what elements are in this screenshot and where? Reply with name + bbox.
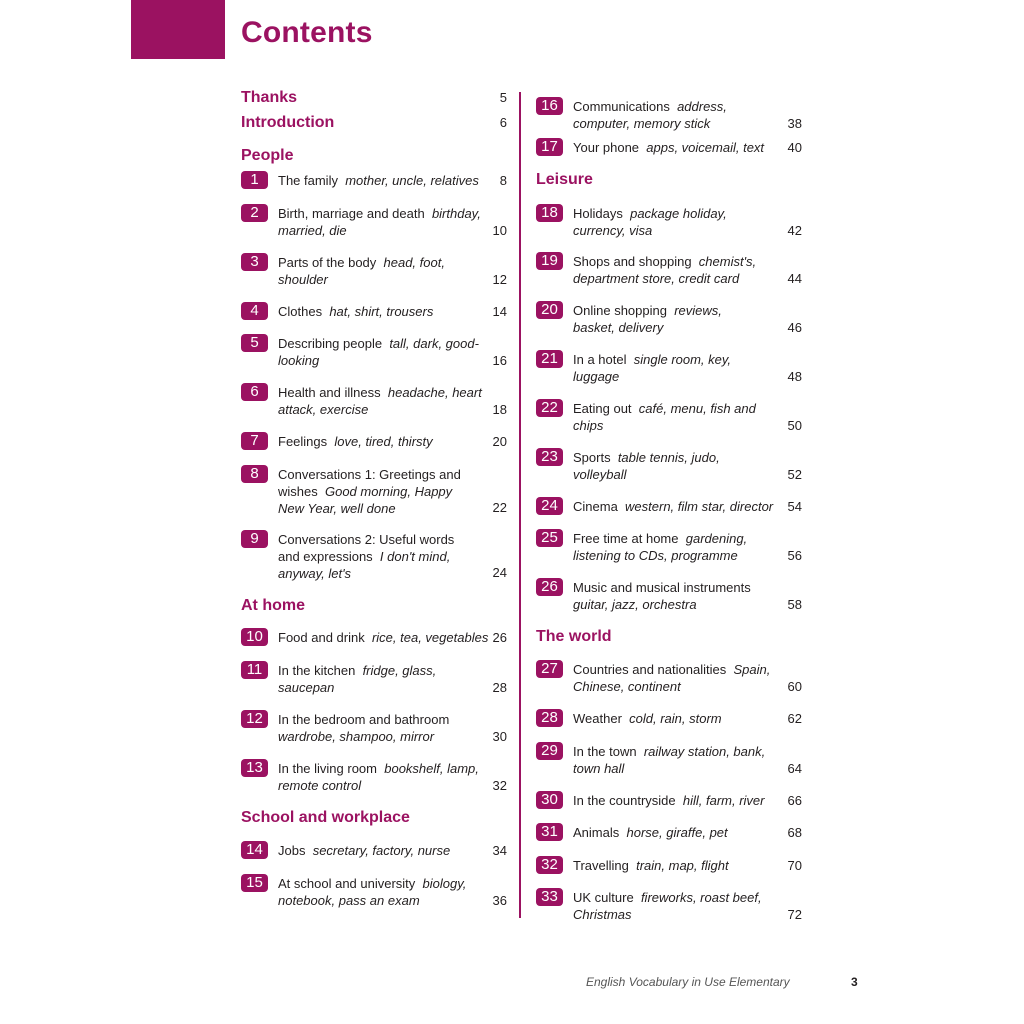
unit-topic: Eating out bbox=[573, 401, 632, 416]
unit-text bbox=[278, 875, 486, 909]
unit-page: 72 bbox=[787, 907, 802, 922]
unit-text bbox=[573, 351, 763, 385]
unit-topic: Your phone bbox=[573, 140, 640, 155]
unit-text bbox=[573, 253, 781, 287]
unit-page: 32 bbox=[492, 778, 507, 793]
unit-keywords: hat, shirt, trousers bbox=[329, 304, 434, 319]
unit-page: 38 bbox=[787, 116, 802, 131]
unit-keywords: guitar, jazz, orchestra bbox=[573, 597, 697, 612]
unit-topic: Cinema bbox=[573, 499, 618, 514]
unit-number-badge: 32 bbox=[536, 856, 563, 874]
section-heading-school: School and workplace bbox=[241, 809, 410, 826]
unit-page: 20 bbox=[492, 434, 507, 449]
unit-page: 48 bbox=[787, 369, 802, 384]
unit-page: 16 bbox=[492, 353, 507, 368]
unit-keywords: mother, uncle, relatives bbox=[345, 173, 479, 188]
unit-text bbox=[573, 579, 773, 613]
page-title: Contents bbox=[241, 16, 373, 49]
unit-topic: Feelings bbox=[278, 434, 328, 449]
unit-number-badge: 16 bbox=[536, 97, 563, 115]
unit-text bbox=[278, 335, 486, 369]
column-divider bbox=[519, 92, 521, 918]
unit-text bbox=[573, 98, 781, 132]
unit-keywords: chemist's, department store, credit card bbox=[573, 254, 757, 286]
unit-topic: Online shopping bbox=[573, 303, 667, 318]
unit-keywords: headache, heart attack, exercise bbox=[278, 385, 482, 417]
unit-number-badge: 31 bbox=[536, 823, 563, 841]
unit-page: 36 bbox=[492, 893, 507, 908]
unit-keywords: love, tired, thirsty bbox=[334, 434, 433, 449]
unit-number-badge: 12 bbox=[241, 710, 268, 728]
unit-keywords: bookshelf, lamp, remote control bbox=[278, 761, 479, 793]
unit-number-badge: 1 bbox=[241, 171, 268, 189]
unit-keywords: birthday, married, die bbox=[278, 206, 481, 238]
unit-text bbox=[278, 172, 486, 189]
unit-topic: Sports bbox=[573, 450, 611, 465]
unit-text bbox=[278, 629, 493, 646]
unit-text bbox=[573, 824, 781, 841]
unit-number-badge: 2 bbox=[241, 204, 268, 222]
unit-topic: Describing people bbox=[278, 336, 383, 351]
unit-keywords: wardrobe, shampoo, mirror bbox=[278, 729, 435, 744]
unit-page: 18 bbox=[492, 402, 507, 417]
unit-number-badge: 9 bbox=[241, 530, 268, 548]
unit-topic: Conversations 2: Useful words and expressions bbox=[278, 532, 455, 564]
footer-book-title: English Vocabulary in Use Elementary bbox=[586, 975, 790, 989]
unit-page: 46 bbox=[787, 320, 802, 335]
unit-page: 52 bbox=[787, 467, 802, 482]
unit-topic: In the living room bbox=[278, 761, 377, 776]
footer-page-number: 3 bbox=[851, 975, 858, 989]
unit-topic: Communications bbox=[573, 99, 670, 114]
unit-page: 50 bbox=[787, 418, 802, 433]
unit-page: 8 bbox=[499, 173, 507, 188]
unit-topic: Weather bbox=[573, 711, 622, 726]
unit-text bbox=[573, 205, 758, 239]
unit-topic: Parts of the body bbox=[278, 255, 377, 270]
unit-keywords: package holiday, currency, visa bbox=[573, 206, 727, 238]
unit-text bbox=[278, 760, 486, 794]
unit-text bbox=[573, 139, 781, 156]
unit-keywords: tall, dark, good-looking bbox=[278, 336, 479, 368]
unit-keywords: I don't mind, anyway, let's bbox=[278, 549, 451, 581]
unit-number-badge: 8 bbox=[241, 465, 268, 483]
corner-color-block bbox=[131, 0, 225, 59]
unit-page: 28 bbox=[492, 680, 507, 695]
unit-keywords: horse, giraffe, pet bbox=[626, 825, 728, 840]
unit-page: 66 bbox=[787, 793, 802, 808]
unit-page: 60 bbox=[787, 679, 802, 694]
unit-number-badge: 28 bbox=[536, 709, 563, 727]
unit-number-badge: 22 bbox=[536, 399, 563, 417]
unit-topic: In the countryside bbox=[573, 793, 676, 808]
unit-text bbox=[573, 792, 788, 809]
unit-text bbox=[278, 842, 486, 859]
unit-number-badge: 3 bbox=[241, 253, 268, 271]
introduction-page: 6 bbox=[499, 115, 507, 130]
thanks-entry[interactable] bbox=[241, 88, 507, 108]
unit-number-badge: 20 bbox=[536, 301, 563, 319]
unit-text bbox=[573, 889, 773, 923]
unit-page: 56 bbox=[787, 548, 802, 563]
unit-number-badge: 11 bbox=[241, 661, 268, 679]
unit-keywords: rice, tea, vegetables bbox=[371, 630, 489, 645]
section-heading-leisure: Leisure bbox=[536, 171, 593, 188]
unit-topic: Shops and shopping bbox=[573, 254, 692, 269]
unit-number-badge: 19 bbox=[536, 252, 563, 270]
unit-topic: Holidays bbox=[573, 206, 623, 221]
unit-text bbox=[278, 466, 478, 517]
unit-topic: UK culture bbox=[573, 890, 634, 905]
unit-page: 44 bbox=[787, 271, 802, 286]
unit-topic: Animals bbox=[573, 825, 620, 840]
unit-text bbox=[573, 710, 781, 727]
unit-page: 30 bbox=[492, 729, 507, 744]
unit-topic: Birth, marriage and death bbox=[278, 206, 425, 221]
unit-number-badge: 33 bbox=[536, 888, 563, 906]
unit-page: 58 bbox=[787, 597, 802, 612]
unit-page: 68 bbox=[787, 825, 802, 840]
unit-page: 12 bbox=[492, 272, 507, 287]
unit-number-badge: 6 bbox=[241, 383, 268, 401]
unit-topic: The family bbox=[278, 173, 338, 188]
unit-text bbox=[278, 662, 486, 696]
unit-number-badge: 30 bbox=[536, 791, 563, 809]
unit-page: 64 bbox=[787, 761, 802, 776]
unit-text bbox=[573, 530, 781, 564]
unit-topic: In the bedroom and bathroom bbox=[278, 712, 450, 727]
unit-number-badge: 21 bbox=[536, 350, 563, 368]
unit-text bbox=[573, 498, 788, 515]
unit-keywords: Spain, Chinese, continent bbox=[573, 662, 771, 694]
unit-keywords: fireworks, roast beef, Christmas bbox=[573, 890, 762, 922]
unit-topic: Free time at home bbox=[573, 531, 679, 546]
section-heading-at-home: At home bbox=[241, 597, 305, 614]
unit-keywords: secretary, factory, nurse bbox=[312, 843, 451, 858]
unit-text bbox=[278, 384, 486, 418]
unit-text bbox=[573, 661, 788, 695]
unit-topic: Clothes bbox=[278, 304, 323, 319]
unit-number-badge: 27 bbox=[536, 660, 563, 678]
unit-number-badge: 24 bbox=[536, 497, 563, 515]
unit-number-badge: 5 bbox=[241, 334, 268, 352]
unit-number-badge: 26 bbox=[536, 578, 563, 596]
unit-page: 42 bbox=[787, 223, 802, 238]
unit-topic: Countries and nationalities bbox=[573, 662, 727, 677]
unit-keywords: gardening, listening to CDs, programme bbox=[573, 531, 748, 563]
thanks-page: 5 bbox=[499, 90, 507, 105]
unit-text bbox=[573, 302, 751, 336]
unit-keywords: western, film star, director bbox=[625, 499, 774, 514]
unit-page: 10 bbox=[492, 223, 507, 238]
unit-keywords: biology, notebook, pass an exam bbox=[278, 876, 467, 908]
unit-keywords: Good morning, Happy New Year, well done bbox=[278, 484, 453, 516]
unit-text bbox=[278, 303, 486, 320]
unit-number-badge: 29 bbox=[536, 742, 563, 760]
unit-topic: Jobs bbox=[278, 843, 306, 858]
unit-page: 22 bbox=[492, 500, 507, 515]
unit-page: 34 bbox=[492, 843, 507, 858]
unit-keywords: head, foot, shoulder bbox=[278, 255, 445, 287]
unit-keywords: café, menu, fish and chips bbox=[573, 401, 756, 433]
unit-keywords: cold, rain, storm bbox=[629, 711, 722, 726]
unit-page: 40 bbox=[787, 140, 802, 155]
unit-number-badge: 7 bbox=[241, 432, 268, 450]
unit-topic: In the town bbox=[573, 744, 637, 759]
unit-text bbox=[573, 743, 781, 777]
unit-keywords: reviews, basket, delivery bbox=[573, 303, 722, 335]
unit-page: 26 bbox=[492, 630, 507, 645]
unit-number-badge: 25 bbox=[536, 529, 563, 547]
unit-topic: In a hotel bbox=[573, 352, 627, 367]
unit-keywords: table tennis, judo, volleyball bbox=[573, 450, 720, 482]
unit-text bbox=[278, 531, 456, 582]
unit-number-badge: 4 bbox=[241, 302, 268, 320]
unit-topic: Conversations 1: Greetings and wishes bbox=[278, 467, 461, 499]
unit-keywords: address, computer, memory stick bbox=[573, 99, 727, 131]
introduction-entry[interactable] bbox=[241, 113, 507, 133]
section-heading-world: The world bbox=[536, 628, 612, 645]
unit-text bbox=[573, 857, 781, 874]
unit-topic: At school and university bbox=[278, 876, 416, 891]
unit-number-badge: 14 bbox=[241, 841, 268, 859]
unit-page: 62 bbox=[787, 711, 802, 726]
unit-page: 24 bbox=[492, 565, 507, 580]
unit-text bbox=[278, 205, 486, 239]
unit-text bbox=[573, 449, 758, 483]
unit-topic: Health and illness bbox=[278, 385, 381, 400]
unit-number-badge: 15 bbox=[241, 874, 268, 892]
unit-keywords: fridge, glass, saucepan bbox=[278, 663, 437, 695]
unit-text bbox=[278, 711, 486, 745]
unit-number-badge: 18 bbox=[536, 204, 563, 222]
unit-number-badge: 10 bbox=[241, 628, 268, 646]
section-heading-people: People bbox=[241, 147, 294, 164]
unit-page: 14 bbox=[492, 304, 507, 319]
unit-keywords: single room, key, luggage bbox=[573, 352, 732, 384]
unit-text bbox=[573, 400, 758, 434]
unit-keywords: apps, voicemail, text bbox=[646, 140, 765, 155]
thanks-label: Thanks bbox=[241, 89, 298, 106]
unit-page: 70 bbox=[787, 858, 802, 873]
unit-text bbox=[278, 433, 486, 450]
unit-keywords: train, map, flight bbox=[636, 858, 729, 873]
unit-topic: Travelling bbox=[573, 858, 629, 873]
unit-number-badge: 23 bbox=[536, 448, 563, 466]
unit-number-badge: 17 bbox=[536, 138, 563, 156]
unit-text bbox=[278, 254, 486, 288]
unit-keywords: railway station, bank, town hall bbox=[573, 744, 766, 776]
introduction-label: Introduction bbox=[241, 114, 335, 131]
unit-page: 54 bbox=[787, 499, 802, 514]
unit-keywords: hill, farm, river bbox=[682, 793, 765, 808]
unit-topic: Music and musical instruments bbox=[573, 580, 751, 595]
unit-number-badge: 13 bbox=[241, 759, 268, 777]
unit-topic: Food and drink bbox=[278, 630, 365, 645]
unit-topic: In the kitchen bbox=[278, 663, 356, 678]
